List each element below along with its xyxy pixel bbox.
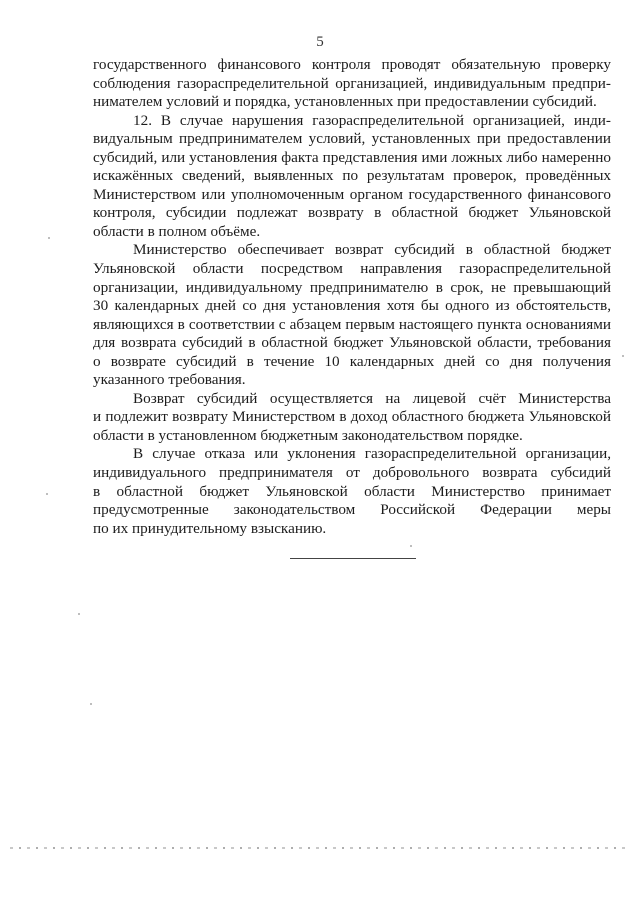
text-line: соблюдения газораспределительной организацией, индивидуальным предпри- [93,74,611,92]
text-line: и подлежит возврату Министерством в доход областного бюджета Ульяновской [93,408,611,426]
text-line: контроля, субсидии подлежат возврату в областной бюджет Ульяновской [93,204,611,222]
paragraph [93,56,611,112]
text-line: Ульяновской области посредством направления газораспределительной [93,260,611,278]
text-line: индивидуального предпринимателя от добровольного возврата субсидий [93,464,611,482]
text-line: государственного финансового контроля проводят обязательную проверку [93,56,611,73]
page-number: 5 [316,34,324,50]
text-line: видуальным предпринимателем условий, установленных при предоставлении [93,130,611,148]
scan-speck [622,355,624,357]
text-line: нимателем условий и порядка, установленных при предоставлении субсидий. [93,93,597,111]
scan-artifact-line [10,847,630,849]
text-line: Министерство обеспечивает возврат субсидий в областной бюджет [133,241,611,259]
paragraph [93,445,611,538]
text-line: Возврат субсидий осуществляется на лицевой счёт Министерства [133,389,611,407]
scan-speck [410,545,412,547]
paragraph [93,390,611,446]
text-line: в областной бюджет Ульяновской области Министерство принимает [93,482,611,500]
scan-speck [48,237,50,239]
text-line: указанного требования. [93,371,246,389]
text-line: В случае отказа или уклонения газораспределительной организации, [133,445,611,463]
text-line: для возврата субсидий в областной бюджет Ульяновской области, требования [93,334,611,352]
text-line: организации, индивидуальному предпринимателю в срок, не превышающий [93,278,611,296]
end-divider [290,558,416,559]
text-line: субсидий, или установления факта представления ими ложных либо намеренно [93,148,611,166]
text-line: Министерством или уполномоченным органом государственного финансового [93,185,611,203]
text-line: 30 календарных дней со дня установления хотя бы одного из обстоятельств, [93,297,611,315]
text-line: являющихся в соответствии с абзацем первым настоящего пункта основаниями [93,315,611,333]
scan-speck [90,703,92,705]
document-body [93,56,611,538]
paragraph [93,112,611,242]
scan-speck [78,613,80,615]
text-line: области в полном объёме. [93,222,261,240]
text-line: о возврате субсидий в течение 10 календарных дней со дня получения [93,352,611,370]
text-line: 12. В случае нарушения газораспределительной организацией, инди- [133,111,611,129]
text-line: по их принудительному взысканию. [93,519,327,537]
paragraph [93,241,611,389]
text-line: области в установленном бюджетным законодательством порядке. [93,426,523,444]
text-line: предусмотренные законодательством Российской Федерации меры [93,501,611,519]
text-line: искажённых сведений, выявленных по результатам проверок, проведённых [93,167,611,185]
scan-speck [46,493,48,495]
